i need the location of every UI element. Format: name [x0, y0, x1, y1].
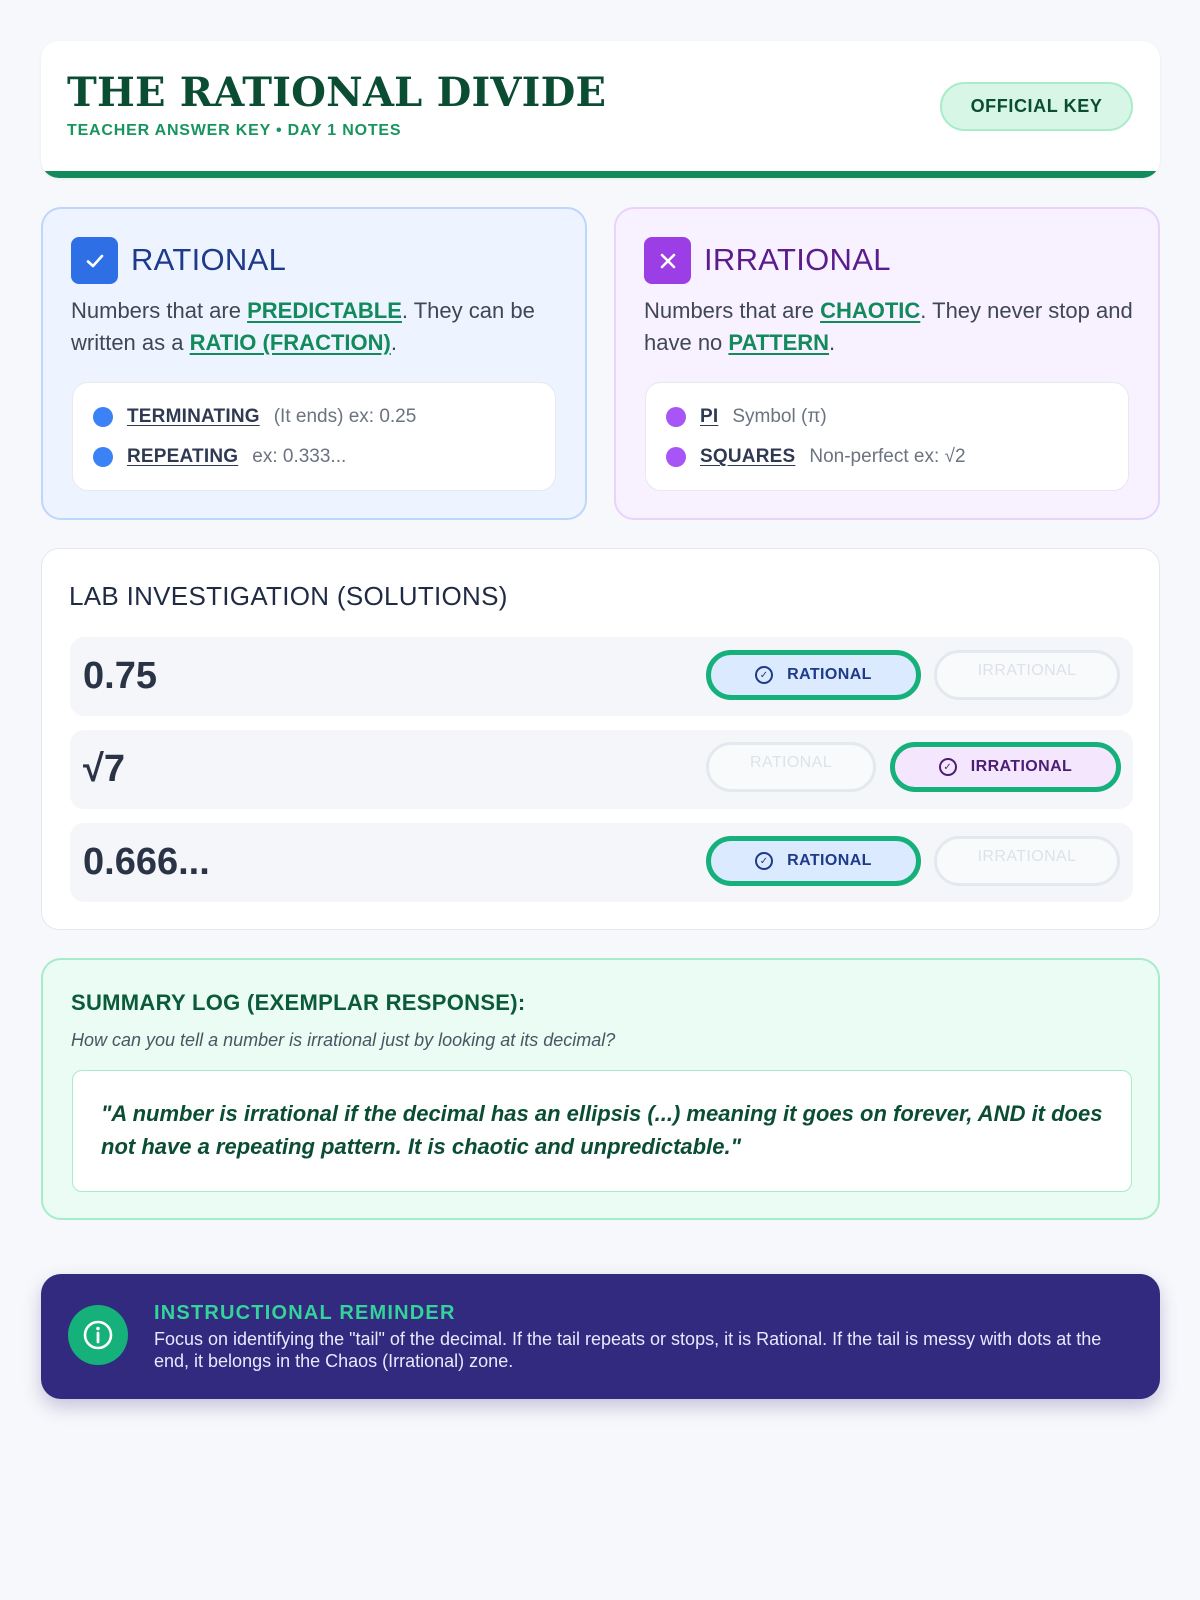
irrational-description: Numbers that are CHAOTIC. They never stop and have no PATTERN. [644, 298, 1133, 355]
irrational-examples-list [645, 382, 1129, 491]
lab-row [70, 823, 1133, 902]
official-key-badge: OFFICIAL KEY [940, 82, 1133, 131]
lab-row [70, 730, 1133, 809]
item-name: SQUARES [700, 446, 796, 467]
page-title: THE RATIONAL DIVIDE [67, 69, 607, 116]
irrational-definition-card [614, 207, 1160, 520]
rational-title: RATIONAL [131, 242, 287, 277]
bullet-dot-icon [93, 407, 113, 427]
list-item [666, 404, 827, 430]
reminder-text: Focus on identifying the "tail" of the decimal. If the tail repeats or stops, it is Rational. If the tail is messy with dots at the end, it belongs in the Chaos (Irrational) zone. [154, 1329, 1102, 1371]
number-value: √7 [83, 748, 125, 790]
summary-log-card [41, 958, 1160, 1220]
check-circle-icon: ✓ [755, 666, 773, 684]
check-circle-icon: ✓ [939, 758, 957, 776]
summary-question: How can you tell a number is irrational just by looking at its decimal? [71, 1030, 616, 1050]
lab-title: LAB INVESTIGATION (SOLUTIONS) [69, 581, 508, 611]
irrational-title: IRRATIONAL [704, 242, 891, 277]
item-note: ex: 0.333... [252, 446, 347, 467]
rational-description: Numbers that are PREDICTABLE. They can be written as a RATIO (FRACTION). [71, 298, 535, 355]
check-icon [71, 237, 118, 284]
item-note: Non-perfect ex: √2 [809, 446, 966, 467]
rational-choice-button[interactable]: ✓ RATIONAL [706, 836, 921, 886]
rational-choice-button[interactable]: ✓ RATIONAL [706, 650, 921, 700]
lab-investigation-card [41, 548, 1160, 930]
item-note: (It ends) ex: 0.25 [273, 406, 417, 427]
header-card [41, 41, 1160, 178]
rational-definition-card [41, 207, 587, 520]
item-note: Symbol (π) [732, 406, 827, 427]
reminder-title: INSTRUCTIONAL REMINDER [154, 1302, 456, 1324]
summary-title: SUMMARY LOG (EXEMPLAR RESPONSE): [71, 990, 526, 1015]
info-icon [68, 1305, 128, 1365]
irrational-choice-button[interactable]: IRRATIONAL [934, 650, 1120, 700]
instructional-reminder-banner [41, 1274, 1160, 1399]
irrational-choice-button[interactable]: IRRATIONAL [934, 836, 1120, 886]
rational-examples-list [72, 382, 556, 491]
item-name: TERMINATING [127, 406, 260, 427]
bullet-dot-icon [93, 447, 113, 467]
summary-answer-box: "A number is irrational if the decimal has an ellipsis (...) meaning it goes on forever, AND it does not have a repeating pattern. It is chaotic and unpredictable." [72, 1070, 1132, 1192]
check-circle-icon: ✓ [755, 852, 773, 870]
list-item [93, 444, 346, 470]
page-subtitle: TEACHER ANSWER KEY • DAY 1 NOTES [67, 122, 402, 139]
list-item [666, 444, 966, 470]
list-item [93, 404, 416, 430]
x-icon [644, 237, 691, 284]
item-name: PI [700, 406, 719, 427]
irrational-choice-button[interactable]: ✓ IRRATIONAL [890, 742, 1121, 792]
rational-choice-button[interactable]: RATIONAL [706, 742, 876, 792]
highlight-chaotic: CHAOTIC [820, 298, 921, 323]
number-value: 0.666... [83, 841, 210, 883]
bullet-dot-icon [666, 447, 686, 467]
highlight-pattern: PATTERN [728, 330, 830, 355]
highlight-predictable: PREDICTABLE [247, 298, 402, 323]
item-name: REPEATING [127, 446, 239, 467]
lab-row [70, 637, 1133, 716]
number-value: 0.75 [83, 655, 157, 697]
bullet-dot-icon [666, 407, 686, 427]
highlight-ratio: RATIO (FRACTION) [189, 330, 391, 355]
